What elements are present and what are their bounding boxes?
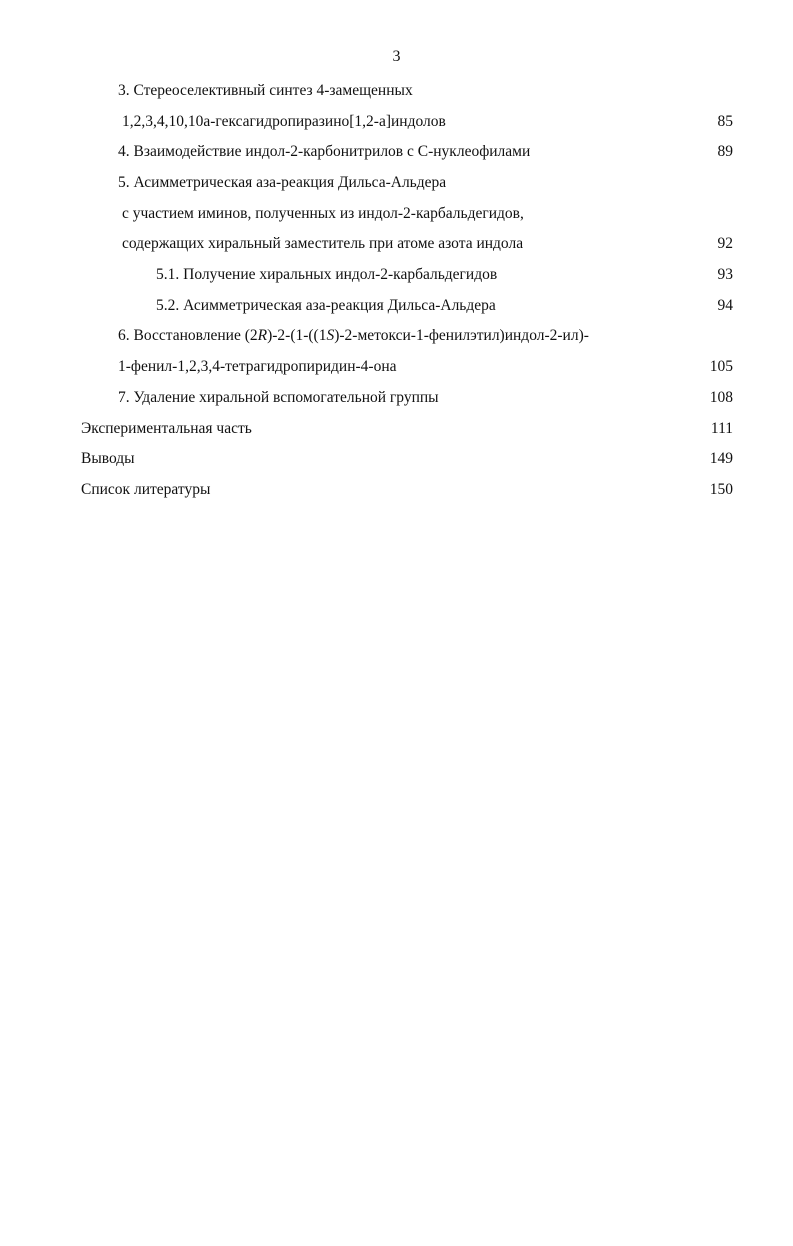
toc-entry-6-title xyxy=(118,325,589,347)
toc-entry-references-title: Список литературы xyxy=(81,481,211,498)
toc-entry-4 xyxy=(0,141,793,163)
toc-entry-6-line-2 xyxy=(0,356,793,378)
toc-entry-6-title-part-1: 6. Восстановление (2 xyxy=(118,327,258,344)
toc-entry-conclusions-title: Выводы xyxy=(81,450,135,467)
toc-entry-5-line-1 xyxy=(0,172,793,194)
toc-entry-3-title: 3. Стереоселективный синтез 4-замещенных xyxy=(118,82,413,99)
toc-entry-references xyxy=(0,479,793,501)
toc-entry-conclusions xyxy=(0,448,793,470)
toc-entry-experimental-page: 111 xyxy=(710,420,733,437)
toc-entry-5-title: 5. Асимметрическая аза-реакция Дильса-Альдера xyxy=(118,174,447,191)
toc-entry-5-2-page: 94 xyxy=(717,297,733,314)
toc-entry-3-title-continued: 1,2,3,4,10,10а-гексагидропиразино[1,2-a]индолов xyxy=(122,113,446,130)
toc-entry-5-page: 92 xyxy=(717,235,733,252)
toc-entry-6-title-continued: 1-фенил-1,2,3,4-тетрагидропиридин-4-она xyxy=(118,358,397,375)
toc-entry-experimental xyxy=(0,418,793,440)
toc-entry-5-2-title: 5.2. Асимметрическая аза-реакция Дильса-Альдера xyxy=(156,297,496,314)
toc-entry-references-page: 150 xyxy=(709,481,733,498)
toc-entry-6-title-part-5: )-2-метокси-1-фенилэтил)индол-2-ил)- xyxy=(334,327,589,344)
toc-entry-7 xyxy=(0,387,793,409)
toc-entry-3-line-1 xyxy=(0,80,793,102)
toc-entry-5-1-page: 93 xyxy=(717,266,733,283)
toc-entry-conclusions-page: 149 xyxy=(709,450,733,467)
toc-entry-6-title-part-3: )-2-(1-((1 xyxy=(267,327,327,344)
toc-entry-6-page: 105 xyxy=(709,358,733,375)
toc-entry-experimental-title: Экспериментальная часть xyxy=(81,420,252,437)
toc-entry-6-line-1 xyxy=(0,325,793,347)
toc-entry-3-page: 85 xyxy=(717,113,733,130)
toc-entry-3-line-2 xyxy=(0,111,793,133)
toc-entry-5-2 xyxy=(0,295,793,317)
toc-entry-5-1-title: 5.1. Получение хиральных индол-2-карбальдегидов xyxy=(156,266,498,283)
page-number: 3 xyxy=(392,48,401,65)
toc-entry-6-title-part-2: R xyxy=(257,327,268,344)
toc-entry-7-page: 108 xyxy=(709,389,733,406)
toc-entry-4-page: 89 xyxy=(717,143,733,160)
toc-entry-5-title-continued-2: содержащих хиральный заместитель при атоме азота индола xyxy=(122,235,524,252)
toc-entry-6-title-part-4: S xyxy=(326,327,335,344)
toc-entry-5-line-3 xyxy=(0,233,793,255)
toc-entry-4-title: 4. Взаимодействие индол-2-карбонитрилов с С-нуклеофилами xyxy=(118,143,531,160)
toc-entry-5-line-2 xyxy=(0,203,793,225)
toc-entry-5-1 xyxy=(0,264,793,286)
toc-entry-7-title: 7. Удаление хиральной вспомогательной группы xyxy=(118,389,439,406)
toc-entry-5-title-continued-1: с участием иминов, полученных из индол-2-карбальдегидов, xyxy=(122,205,524,222)
